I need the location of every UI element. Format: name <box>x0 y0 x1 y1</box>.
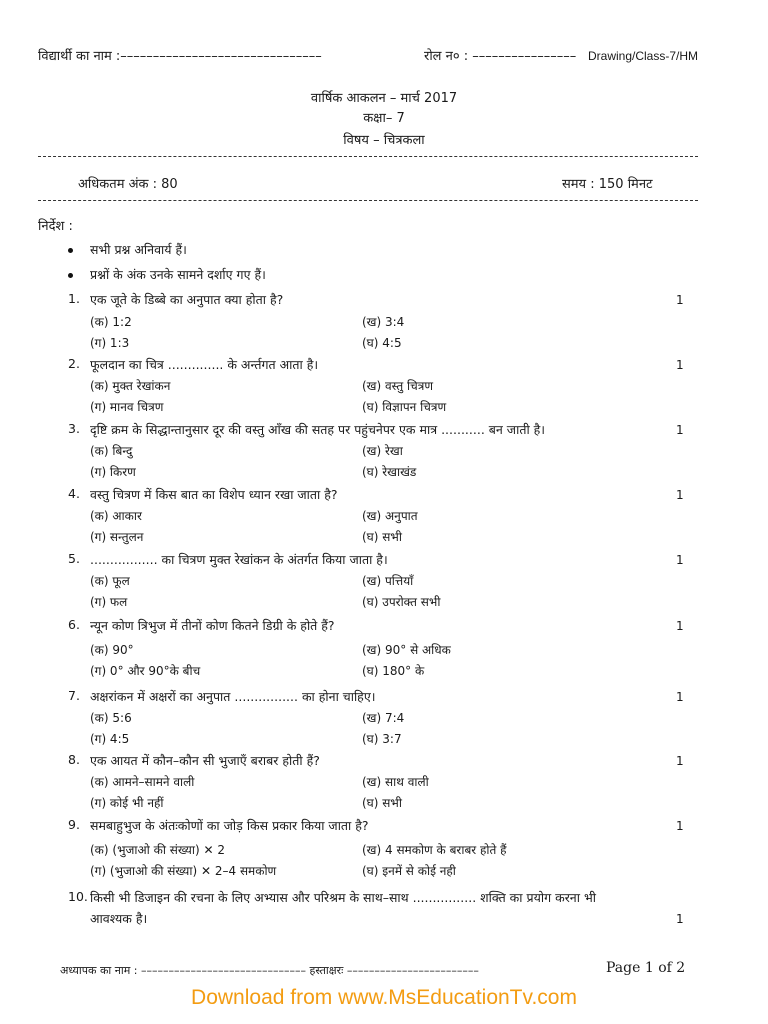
instruction-item: प्रश्नों के अंक उनके सामने दर्शाए गए हैं। <box>90 267 266 282</box>
question-mark: 1 <box>676 619 684 633</box>
download-link[interactable]: Download from www.MsEducationTv.com <box>191 986 577 1009</box>
option-gha: (घ) उपरोक्त सभी <box>362 595 441 609</box>
option-ka: (क) आमने–सामने वाली <box>90 775 195 789</box>
question-number: 4. <box>68 486 80 501</box>
option-kha: (ख) 90° से अधिक <box>362 643 451 657</box>
class-label: कक्षा– 7 <box>363 111 405 126</box>
question-text: फूलदान का चित्र .............. के अर्न्तगत आता है। <box>90 357 319 372</box>
subject-label: विषय – चित्रकला <box>343 133 425 148</box>
question-mark: 1 <box>676 690 684 704</box>
question-mark: 1 <box>676 358 684 372</box>
option-ga: (ग) किरण <box>90 465 136 479</box>
question-number: 10. <box>68 889 88 904</box>
question-mark: 1 <box>676 754 684 768</box>
option-gha: (घ) सभी <box>362 796 402 810</box>
teacher-signature-line: अध्यापक का नाम : –––––––––––––––––––––––––––––– हस्ताक्षरः –––––––––––––––––––––––– <box>60 964 479 977</box>
option-gha: (घ) रेखाखंड <box>362 465 417 479</box>
option-ka: (क) बिन्दु <box>90 444 133 458</box>
question-text: समबाहुभुज के अंतःकोणों का जोड़ किस प्रकार किया जाता है? <box>90 818 369 833</box>
option-kha: (ख) साथ वाली <box>362 775 429 789</box>
instruction-item: सभी प्रश्न अनिवार्य हैं। <box>90 242 187 257</box>
divider-bottom <box>38 200 698 201</box>
question-text: न्यून कोण त्रिभुज में तीनों कोण कितने डिग्री के होते हैं? <box>90 618 335 633</box>
option-kha: (ख) वस्तु चित्रण <box>362 379 434 393</box>
bullet-icon <box>68 273 73 278</box>
question-mark: 1 <box>676 488 684 502</box>
option-ka: (क) फूल <box>90 574 130 588</box>
option-kha: (ख) पत्तियाँ <box>362 574 414 588</box>
question-mark: 1 <box>676 553 684 567</box>
option-ga: (ग) सन्तुलन <box>90 530 144 544</box>
option-ga: (ग) 4:5 <box>90 732 130 746</box>
option-gha: (घ) विज्ञापन चित्रण <box>362 400 447 414</box>
question-text: एक जूते के डिब्बे का अनुपात क्या होता है? <box>90 292 284 307</box>
option-kha: (ख) 3:4 <box>362 315 405 329</box>
question-text: वस्तु चित्रण में किस बात का विशेप ध्यान रखा जाता है? <box>90 487 338 502</box>
question-number: 7. <box>68 688 80 703</box>
question-text-continued: आवश्यक है। <box>90 911 148 926</box>
option-kha: (ख) अनुपात <box>362 509 418 523</box>
option-ka: (क) (भुजाओ की संख्या) ✕ 2 <box>90 843 225 857</box>
option-ka: (क) 1:2 <box>90 315 132 329</box>
option-ga: (ग) 1:3 <box>90 336 130 350</box>
option-ka: (क) 90° <box>90 643 134 657</box>
page-number: Page 1 of 2 <box>606 960 686 976</box>
option-ka: (क) 5:6 <box>90 711 132 725</box>
question-number: 1. <box>68 291 80 306</box>
question-mark: 1 <box>676 912 684 926</box>
option-ga: (ग) (भुजाओ की संख्या) ✕ 2–4 समकोण <box>90 864 277 878</box>
question-number: 2. <box>68 356 80 371</box>
option-kha: (ख) 4 समकोण के बराबर होते हैं <box>362 843 507 857</box>
option-kha: (ख) 7:4 <box>362 711 405 725</box>
bullet-icon <box>68 248 73 253</box>
paper-code: Drawing/Class-7/HM <box>588 49 699 63</box>
instructions-heading: निर्देश : <box>38 219 73 234</box>
option-gha: (घ) इनमें से कोई नही <box>362 864 456 878</box>
option-ga: (ग) फल <box>90 595 128 609</box>
student-name-field: विद्यार्थी का नाम :––––––––––––––––––––––––––––––– <box>38 49 322 64</box>
question-number: 9. <box>68 817 80 832</box>
option-ga: (ग) मानव चित्रण <box>90 400 164 414</box>
option-ka: (क) आकार <box>90 509 142 523</box>
question-number: 6. <box>68 617 80 632</box>
exam-title: वार्षिक आकलन – मार्च 2017 <box>310 91 458 106</box>
option-gha: (घ) 3:7 <box>362 732 402 746</box>
question-mark: 1 <box>676 819 684 833</box>
option-gha: (घ) 4:5 <box>362 336 402 350</box>
option-ka: (क) मुक्त रेखांकन <box>90 379 171 393</box>
question-mark: 1 <box>676 293 684 307</box>
exam-time: समय : 150 मिनट <box>562 177 653 192</box>
option-kha: (ख) रेखा <box>362 444 403 458</box>
question-number: 3. <box>68 421 80 436</box>
question-number: 5. <box>68 551 80 566</box>
question-mark: 1 <box>676 423 684 437</box>
question-number: 8. <box>68 752 80 767</box>
option-gha: (घ) 180° के <box>362 664 425 678</box>
question-text: अक्षरांकन में अक्षरों का अनुपात ................ का होना चाहिए। <box>90 689 376 704</box>
option-ga: (ग) कोई भी नहीं <box>90 796 164 810</box>
option-ga: (ग) 0° और 90°के बीच <box>90 664 201 678</box>
question-text: एक आयत में कौन–कौन सी भुजाएँ बराबर होती हैं? <box>90 753 320 768</box>
divider-top <box>38 156 698 157</box>
question-text: ................. का चित्रण मुक्त रेखांकन के अंतर्गत किया जाता है। <box>90 552 388 567</box>
option-gha: (घ) सभी <box>362 530 402 544</box>
roll-number-field: रोल न० : –––––––––––––––– <box>424 49 577 64</box>
question-text: किसी भी डिजाइन की रचना के लिए अभ्यास और परिश्रम के साथ–साथ ................ शक्ति का प्रयोग करना भी <box>90 890 596 905</box>
max-marks: अधिकतम अंक : 80 <box>78 177 178 192</box>
question-text: दृष्टि क्रम के सिद्धान्तानुसार दूर की वस्तु आँख की सतह पर पहुंचनेपर एक मात्र ........... बन जाती है। <box>90 422 546 437</box>
